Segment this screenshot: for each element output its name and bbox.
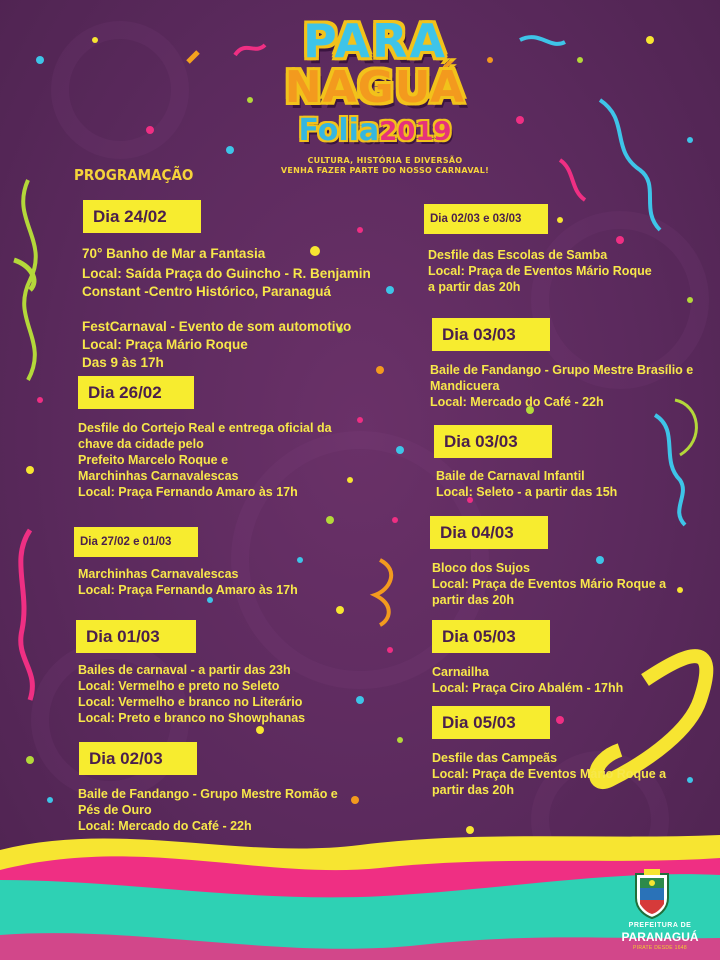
event-line: 70° Banho de Mar a Fantasia	[82, 246, 266, 261]
event-line: Marchinhas Carnavalescas	[78, 469, 239, 483]
event-line: Local: Saída Praça do Guincho - R. Benjamin	[82, 266, 371, 281]
tagline-2: VENHA FAZER PARTE DO NOSSO CARNAVAL!	[280, 166, 490, 175]
event-line: Local: Praça de Eventos Mário Roque a	[432, 577, 667, 591]
city-motto: PIRATE DESDE 1648	[633, 945, 687, 951]
tagline-1: CULTURA, HISTÓRIA E DIVERSÃO	[307, 156, 463, 165]
date-badge-02-03-03-03: Dia 02/03 e 03/03	[424, 204, 548, 234]
event-line: Local: Mercado do Café - 22h	[78, 819, 252, 833]
event-line: Bloco dos Sujos	[432, 561, 530, 575]
event-line: Local: Seleto - a partir das 15h	[436, 485, 618, 499]
event-line: Local: Praça de Eventos Mário Roque a	[432, 767, 667, 781]
event-line: Local: Praça Ciro Abalém - 17hh	[432, 681, 624, 695]
event-line: Das 9 às 17h	[82, 355, 164, 370]
logo-line-3	[280, 113, 470, 148]
event-line: Bailes de carnaval - a partir das 23h	[78, 663, 291, 677]
event-line: Local: Praça de Eventos Mário Roque	[428, 264, 652, 278]
event-block-03-03-fandango	[430, 362, 693, 410]
event-block-26-02	[78, 420, 332, 500]
event-block-01-03	[78, 662, 305, 726]
event-block-03-03-infantil	[436, 468, 617, 500]
event-line: Baile de Fandango - Grupo Mestre Brasílio e	[430, 363, 694, 377]
event-line: Local: Preto e branco no Showphanas	[78, 711, 306, 725]
event-line: Local: Praça Fernando Amaro às 17h	[78, 485, 298, 499]
event-line: Desfile do Cortejo Real e entrega oficial da	[78, 421, 332, 435]
event-line: a partir das 20h	[428, 280, 521, 294]
event-line: Constant -Centro Histórico, Paranaguá	[82, 284, 332, 299]
event-line: Local: Vermelho e branco no Literário	[78, 695, 303, 709]
event-line: Local: Mercado do Café - 22h	[430, 395, 604, 409]
event-line: Mandicuera	[430, 379, 500, 393]
date-badge-24-02: Dia 24/02	[83, 200, 201, 233]
festival-logo	[280, 8, 470, 178]
event-line: Prefeito Marcelo Roque e	[78, 453, 229, 467]
event-block-24-02-b	[82, 318, 351, 372]
logo-line-2: NAGUÁ	[284, 62, 466, 113]
logo-year: 2019	[379, 117, 452, 147]
date-badge-05-03-a: Dia 05/03	[432, 620, 550, 653]
date-badge-02-03: Dia 02/03	[79, 742, 197, 775]
date-badge-27-02-01-03: Dia 27/02 e 01/03	[74, 527, 198, 557]
logo-line-1: PARA	[302, 14, 448, 68]
municipal-crest-icon	[630, 868, 674, 920]
event-block-27-02	[78, 566, 298, 598]
event-block-04-03	[432, 560, 666, 608]
date-badge-04-03: Dia 04/03	[430, 516, 548, 549]
event-line: Desfile das Campeãs	[432, 751, 558, 765]
event-line: Baile de Fandango - Grupo Mestre Romão e	[78, 787, 338, 801]
page-title: PROGRAMAÇÃO	[74, 166, 194, 184]
event-line: Local: Praça Mário Roque	[82, 337, 248, 352]
event-block-05-03-carnailha	[432, 664, 623, 696]
date-badge-03-03-b: Dia 03/03	[434, 425, 552, 458]
event-line: partir das 20h	[432, 593, 514, 607]
date-badge-05-03-b: Dia 05/03	[432, 706, 550, 739]
date-badge-01-03: Dia 01/03	[76, 620, 196, 653]
event-line: partir das 20h	[432, 783, 514, 797]
event-block-02-03-samba	[428, 247, 652, 295]
event-line: FestCarnaval - Evento de som automotivo	[82, 319, 352, 334]
event-line: chave da cidade pelo	[78, 437, 204, 451]
event-line: Pés de Ouro	[78, 803, 152, 817]
event-block-24-02	[82, 245, 371, 301]
event-line: Desfile das Escolas de Samba	[428, 248, 608, 262]
date-badge-26-02: Dia 26/02	[78, 376, 194, 409]
event-line: Local: Praça Fernando Amaro às 17h	[78, 583, 298, 597]
date-badge-03-03-a: Dia 03/03	[432, 318, 550, 351]
prefeitura-label: PREFEITURA DE	[628, 922, 692, 929]
event-line: Baile de Carnaval Infantil	[436, 469, 585, 483]
event-block-05-03-campeas	[432, 750, 666, 798]
event-line: Local: Vermelho e preto no Seleto	[78, 679, 280, 693]
event-line: Marchinhas Carnavalescas	[78, 567, 239, 581]
event-block-02-03	[78, 786, 338, 834]
logo-folia: Folia	[298, 113, 380, 148]
city-name: PARANAGUÁ	[621, 930, 699, 944]
event-line: Carnailha	[432, 665, 489, 679]
